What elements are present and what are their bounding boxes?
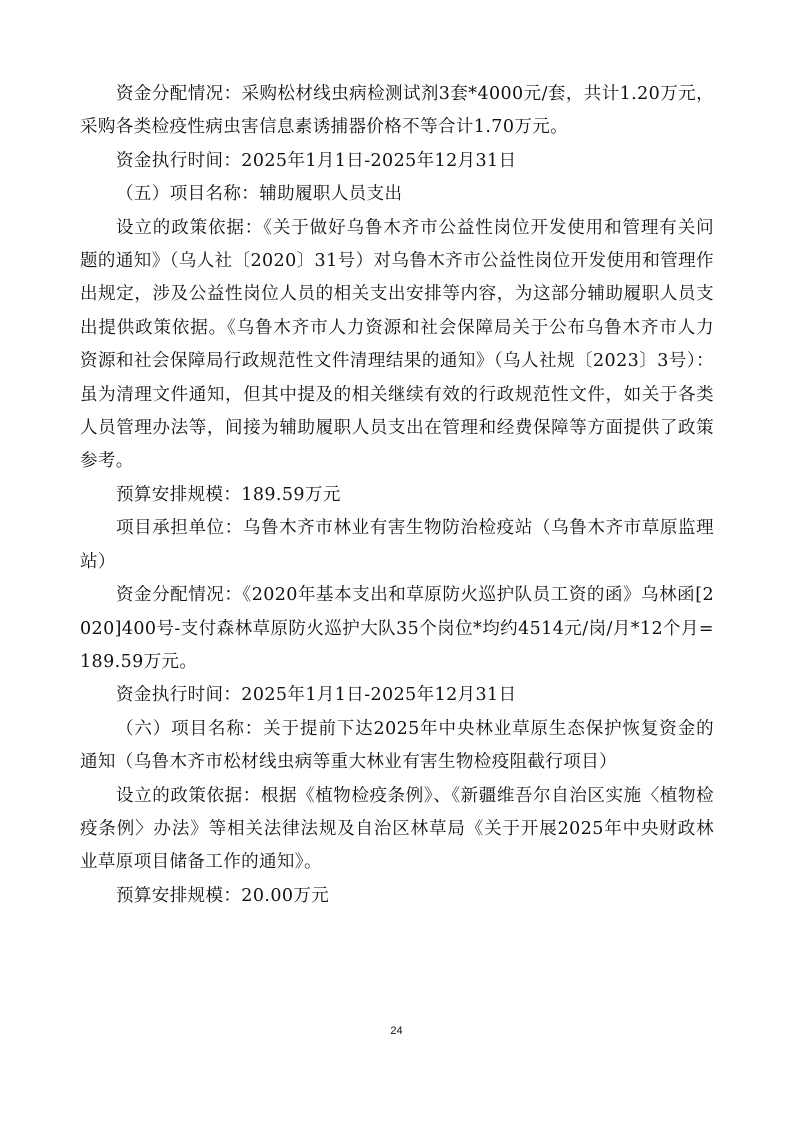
- paragraph-fund-allocation-5b: 资金分配情况：《2020年基本支出和草原防火巡护队员工资的函》乌林函[2020]400号-支付森林草原防火巡护大队35个岗位*均约4514元/岗/月*12个月=189.59万元。: [80, 585, 714, 672]
- document-body: [80, 78, 714, 913]
- heading-project-5: （五）项目名称：辅助履职人员支出: [116, 184, 403, 205]
- paragraph-fund-allocation-5: 资金分配情况：采购松材线虫病检测试剂3套*4000元/套，共计1.20万元，采购各类检疫性病虫害信息素诱捕器价格不等合计1.70万元。: [80, 84, 714, 138]
- paragraph-execution-time-5b: 资金执行时间：2025年1月1日-2025年12月31日: [116, 685, 517, 706]
- paragraph-execution-time-5: 资金执行时间：2025年1月1日-2025年12月31日: [116, 150, 517, 171]
- paragraph-policy-basis-5: 设立的政策依据：《关于做好乌鲁木齐市公益性岗位开发使用和管理有关问题的通知》（乌人社〔2020〕31号）对乌鲁木齐市公益性岗位开发使用和管理作出规定，涉及公益性岗位人员的相关支出安排等内容，为这部分辅助履职人员支出提供政策依据。《乌鲁木齐市人力资源和社会保障局关于公布乌鲁木齐市人力资源和社会保障局行政规范性文件清理结果的通知》（乌人社规〔2023〕3号）：虽为清理文件通知，但其中提及的相关继续有效的行政规范性文件，如关于各类人员管理办法等，间接为辅助履职人员支出在管理和经费保障等方面提供了政策参考。: [80, 217, 714, 472]
- paragraph-policy-basis-6: 设立的政策依据：根据《植物检疫条例》、《新疆维吾尔自治区实施〈植物检疫条例〉办法》等相关法律法规及自治区林草局《关于开展2025年中央财政林业草原项目储备工作的通知》。: [80, 785, 714, 873]
- paragraph-undertaking-unit: 项目承担单位：乌鲁木齐市林业有害生物防治检疫站（乌鲁木齐市草原监理站）: [80, 518, 714, 572]
- page-number: 24: [390, 1025, 403, 1037]
- heading-project-6: （六）项目名称：关于提前下达2025年中央林业草原生态保护恢复资金的通知（乌鲁木齐市松材线虫病等重大林业有害生物检疫阻截行项目）: [80, 718, 714, 773]
- paragraph-budget-6: 预算安排规模：20.00万元: [116, 885, 330, 906]
- paragraph-budget-5: 预算安排规模：189.59万元: [116, 484, 341, 505]
